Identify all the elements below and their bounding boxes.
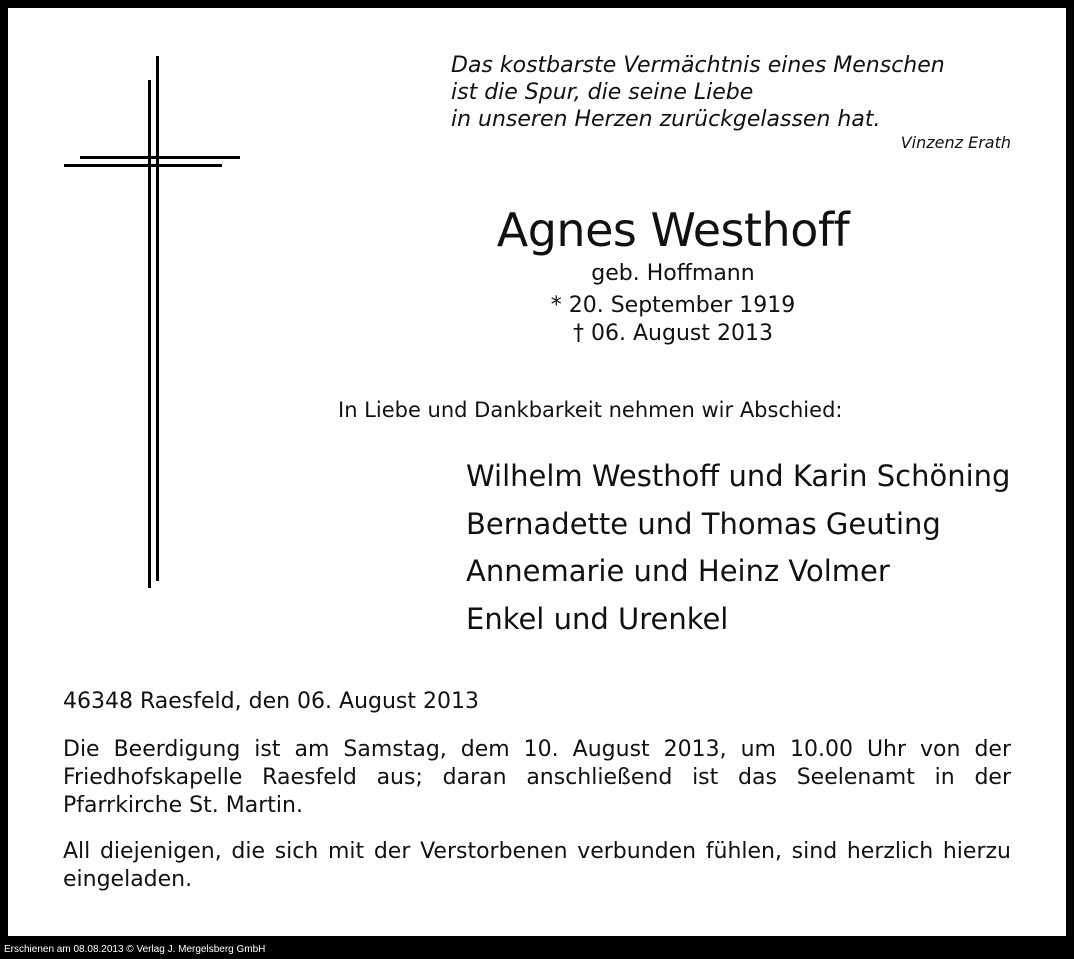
death-date: † 06. August 2013 [573,321,773,346]
quote-line-2: ist die Spur, die seine Liebe [451,80,754,105]
invitation-text: All diejenigen, die sich mit der Verstorbenen verbunden fühlen, sind herzlich hierzu eingeladen. [63,839,1011,892]
birth-date: * 20. September 1919 [550,293,796,318]
cross-horizontal-top [80,156,240,159]
place-date: 46348 Raesfeld, den 06. August 2013 [63,689,479,714]
quote-line-1: Das kostbarste Vermächtnis eines Menschen [451,53,945,78]
quote-author: Vinzenz Erath [900,133,1011,152]
publication-footer: Erschienen am 08.08.2013 © Verlag J. Mergelsberg GmbH [4,944,266,955]
deceased-name: Agnes Westhoff [496,203,850,257]
mourner-4: Enkel und Urenkel [466,602,729,636]
quote-line-3: in unseren Herzen zurückgelassen hat. [451,107,881,132]
cross-vertical-left [156,56,159,581]
farewell-text: In Liebe und Dankbarkeit nehmen wir Abschied: [338,398,843,422]
mourner-2: Bernadette und Thomas Geuting [466,507,941,541]
cross-horizontal-bottom [64,164,222,167]
birth-name: geb. Hoffmann [591,261,755,286]
mourner-3: Annemarie und Heinz Volmer [466,554,890,588]
funeral-info: Die Beerdigung ist am Samstag, dem 10. August 2013, um 10.00 Uhr von der Friedhofskapelle Raesfeld aus; daran anschließend ist das Seelenamt in der Pfarrkirche St. Martin. [63,737,1011,818]
obituary-sheet [8,8,1066,936]
mourner-1: Wilhelm Westhoff und Karin Schöning [466,459,1011,493]
